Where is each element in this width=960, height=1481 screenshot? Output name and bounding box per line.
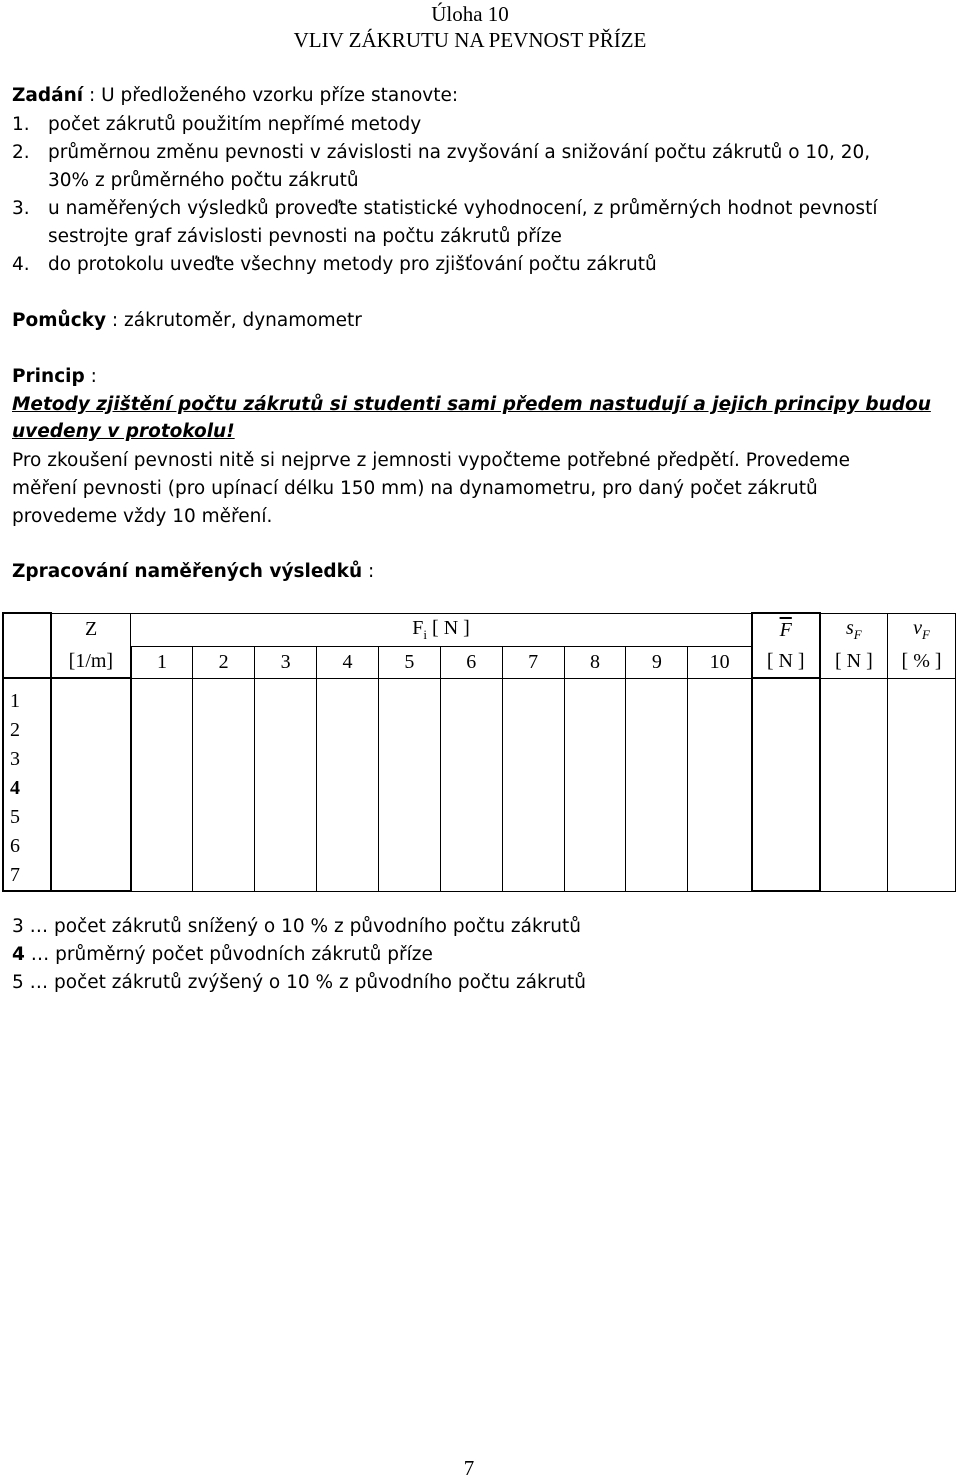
fi-header (131, 613, 752, 646)
measurement-header: 5 (378, 646, 440, 678)
z-unit: [1/m] (51, 646, 131, 678)
measurement-cell[interactable] (688, 678, 752, 891)
vf-cell[interactable] (888, 678, 956, 891)
item-text: do protokolu uveďte všechny metody pro zjišťování počtu zákrutů (48, 254, 657, 275)
measurement-header: 3 (255, 646, 317, 678)
sf-label: s (845, 616, 854, 639)
fi-label: F (412, 616, 424, 639)
item-number: 2. (12, 142, 30, 163)
tools-label: Pomůcky (12, 310, 107, 331)
measurement-cell[interactable] (626, 678, 688, 891)
measurement-cell[interactable] (502, 678, 564, 891)
fi-unit: [ N ] (427, 616, 470, 639)
measurement-cell[interactable] (440, 678, 502, 891)
row-number: 4 (10, 777, 20, 799)
measurement-header: 8 (564, 646, 626, 678)
page-title: VLIV ZÁKRUTU NA PEVNOST PŘÍZE (293, 28, 647, 52)
measurement-header: 6 (440, 646, 502, 678)
row-numbers (3, 678, 51, 891)
vf-unit: [ % ] (888, 646, 956, 678)
note-4 (12, 944, 433, 965)
assignment-intro (12, 85, 458, 106)
assignment-item-4 (12, 254, 657, 275)
sf-sub: F (853, 626, 862, 642)
item-text: počet zákrutů použitím nepřímé metody (48, 114, 422, 135)
assignment-intro-text: : U předloženého vzorku příze stanovte: (83, 85, 459, 106)
fbar-header (752, 613, 820, 646)
item-text: průměrnou změnu pevnosti v závislosti na zvyšování a snižování počtu zákrutů o 10, 20, (48, 142, 871, 163)
principle-line (12, 366, 97, 387)
measurement-cell[interactable] (564, 678, 626, 891)
principle-body-3: provedeme vždy 10 měření. (12, 506, 273, 527)
measurement-cell[interactable] (131, 678, 193, 891)
z-value-cell[interactable] (51, 678, 131, 891)
processing-colon: : (362, 561, 375, 582)
sf-cell[interactable] (820, 678, 888, 891)
note-number: 5 (12, 972, 24, 993)
measurement-cell[interactable] (255, 678, 317, 891)
row-number: 6 (10, 835, 20, 857)
results-table (2, 612, 956, 892)
header-row-2 (3, 646, 956, 678)
task-number: Úloha 10 (431, 2, 509, 26)
assignment-item-1 (12, 114, 421, 135)
tools-line (12, 310, 362, 331)
row-number: 3 (10, 748, 20, 770)
principle-emphasis-1: Metody zjištění počtu zákrutů si studenti sami předem nastudují a jejich principy budou (12, 394, 931, 415)
row-number: 7 (10, 864, 20, 886)
assignment-item-2-cont: 30% z průměrného počtu zákrutů (48, 170, 359, 191)
note-number: 4 (12, 944, 25, 965)
item-number: 1. (12, 114, 30, 135)
row-number: 2 (10, 719, 20, 741)
z-header: Z (51, 613, 131, 646)
measurement-cell[interactable] (317, 678, 379, 891)
assignment-item-2 (12, 142, 870, 163)
note-text: … počet zákrutů zvýšený o 10 % z původního počtu zákrutů (23, 972, 587, 993)
measurement-header: 1 (131, 646, 193, 678)
measurement-header: 2 (193, 646, 255, 678)
note-5 (12, 972, 586, 993)
item-number: 4. (12, 254, 30, 275)
sf-header (820, 613, 888, 646)
principle-body-2: měření pevnosti (pro upínací délku 150 mm) na dynamometru, pro daný počet zákrutů (12, 478, 818, 499)
measurement-cell[interactable] (378, 678, 440, 891)
page-number: 7 (463, 1456, 475, 1480)
measurement-header: 10 (688, 646, 752, 678)
measurement-header: 9 (626, 646, 688, 678)
principle-emphasis-2: uvedeny v protokolu! (12, 421, 235, 442)
item-number: 3. (12, 198, 30, 219)
header-row-1 (3, 613, 956, 646)
principle-colon: : (84, 366, 97, 387)
fbar-unit: [ N ] (752, 646, 820, 678)
fi-sub: i (423, 626, 428, 642)
principle-label: Princip (12, 366, 85, 387)
table-body-row (3, 678, 956, 891)
corner-cell (3, 613, 51, 678)
sf-unit: [ N ] (820, 646, 888, 678)
measurement-cell[interactable] (193, 678, 255, 891)
assignment-item-3-cont: sestrojte graf závislosti pevnosti na počtu zákrutů příze (48, 226, 562, 247)
assignment-label: Zadání (12, 85, 84, 106)
vf-sub: F (921, 626, 930, 642)
processing-line (12, 561, 374, 582)
measurement-header: 4 (317, 646, 379, 678)
measurement-header: 7 (502, 646, 564, 678)
item-text: u naměřených výsledků proveďte statistické vyhodnocení, z průměrných hodnot pevností (48, 198, 878, 219)
row-number: 1 (10, 690, 20, 712)
note-text: … průměrný počet původních zákrutů příze (24, 944, 433, 965)
principle-body-1: Pro zkoušení pevnosti nitě si nejprve z jemnosti vypočteme potřebné předpětí. Provedeme (12, 450, 851, 471)
row-number: 5 (10, 806, 20, 828)
vf-label: v (913, 616, 922, 639)
fbar-label: $\overline{F}$ (779, 618, 792, 641)
processing-label: Zpracování naměřených výsledků (12, 561, 363, 582)
vf-header (888, 613, 956, 646)
note-3 (12, 916, 581, 937)
note-text: … počet zákrutů snížený o 10 % z původního počtu zákrutů (23, 916, 581, 937)
assignment-item-3 (12, 198, 877, 219)
tools-text: : zákrutoměr, dynamometr (106, 310, 362, 331)
note-number: 3 (12, 916, 24, 937)
fbar-cell[interactable] (752, 678, 820, 891)
